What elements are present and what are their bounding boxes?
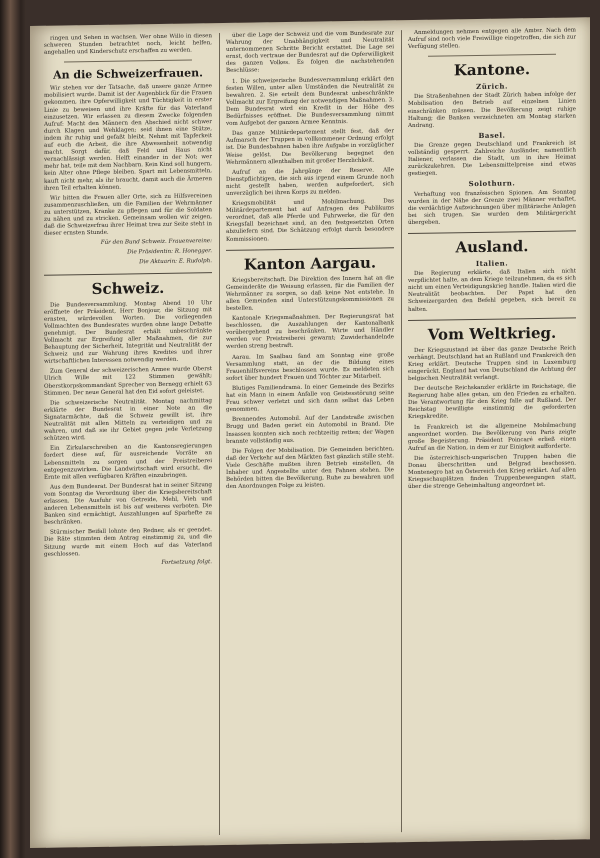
article-text: über die Lage der Schweiz und die vom Bundesrate zur Wahrung der Unabhängigkeit und Neutralität unternommenen Schritte Bericht erstattet. Die Lage sei ernst, doch vertraue der Bundesrat auf die Opferwilligkeit des ganzen Volkes. Es folgen die nachstehenden Beschlüsse: bbox=[226, 30, 394, 75]
article-text: Aarau. Im Saalbau fand am Sonntag eine große Versammlung statt, an der die Bildung eines Frauenhilfsvereins beschlossen wurde. Es meldeten sich sofort über hundert Frauen und Töchter zur Mitarbeit. bbox=[226, 351, 394, 382]
article-text: Die Regierung erklärte, daß Italien sich nicht verpflichtet halte, an dem Kriege teilzunehmen, da es sich nicht um einen Verteidigungskrieg handle. Italien wird die Neutralität beobachten. Der Papst hat den Schweizergarden den Befehl gegeben, sich bereit zu halten. bbox=[408, 268, 576, 313]
subheading: Italien. bbox=[475, 258, 509, 268]
article-text: Kriegsmobilität und Mobilmachung. Das Militärdepartement hat auf Anfragen des Publikums verordnet, daß alle Pferde und Fuhrwerke, die für den Kriegsfall bezeichnet sind, an den festgesetzten Orten abzuliefern sind. Die Schätzung erfolgt durch besondere Kommissionen. bbox=[226, 198, 394, 243]
article-text: Die Grenze gegen Deutschland und Frankreich ist vollständig gesperrt. Zahlreiche Ausländer, namentlich Italiener, verlassen die Stadt, um in ihre Heimat zurückzukehren. Die Lebensmittelpreise sind etwas gestiegen. bbox=[408, 140, 576, 178]
book-spine bbox=[0, 0, 26, 858]
subheading: Basel. bbox=[478, 130, 506, 140]
heading-ausland: Ausland. bbox=[455, 237, 529, 257]
heading-schweiz: Schweiz. bbox=[91, 278, 165, 298]
article-text: Zum General der schweizerischen Armee wurde Oberst Ulrich Wille mit 122 Stimmen gewählt; Oberstkorpskommandant Sprecher von Bernegg erhielt 63 Stimmen. Der neue General hat den Eid sofort geleistet. bbox=[44, 366, 212, 397]
article-text: Der Kriegszustand ist über das ganze Deutsche Reich verhängt. Deutschland hat an Rußland und Frankreich den Krieg erklärt. Deutsche Truppen sind in Luxemburg eingerückt. England hat von Deutschland die Achtung der belgischen Neutralität verlangt. bbox=[408, 345, 576, 383]
subheading: Solothurn. bbox=[468, 178, 516, 189]
article-text: 1. Die schweizerische Bundesversammlung erklärt den festen Willen, unter allen Umständen die Neutralität zu bewahren. 2. Sie erteilt dem Bundesrat unbeschränkte Vollmacht zur Ergreifung der notwendigen Maßnahmen. 3. Dem Bundesrat wird ein Kredit in der Höhe des Bedürfnisses eröffnet. Die Bundesversammlung nimmt vom Aufgebot der ganzen Armee Kenntnis. bbox=[226, 75, 394, 128]
article-text: Das ganze Militärdepartement stellt fest, daß der Aufmarsch der Truppen in vollkommener Ordnung erfolgt ist. Die Bundesbahnen haben ihre Aufgabe in vorzüglicher Weise gelöst. Die Bevölkerung begegnet den Wehrmännern allenthalben mit großer Herzlichkeit. bbox=[226, 128, 394, 166]
article-text: Kantonale Kriegsmaßnahmen. Der Regierungsrat hat beschlossen, die Auszahlungen der Kantonalbank vorübergehend zu beschränken. Wirte und Händler werden vor Preistreiberei gewarnt; Zuwiderhandelnde werden streng bestraft. bbox=[226, 313, 394, 351]
article-text: Die österreichisch-ungarischen Truppen haben die Donau überschritten und Belgrad beschossen. Montenegro hat an Österreich den Krieg erklärt. Auf allen Kriegsschauplätzen finden Truppenbewegungen statt, über die strenge Geheimhaltung angeordnet ist. bbox=[408, 453, 576, 491]
newspaper-page bbox=[30, 17, 590, 848]
column-right bbox=[408, 27, 576, 832]
article-text: Die schweizerische Neutralität. Montag nachmittag erklärte der Bundesrat in einer Note an die Signatarmächte, daß die Schweiz gewillt ist, ihre Neutralität mit allen Mitteln zu verteidigen und zu wahren, und daß sie ihr Gebiet gegen jede Verletzung schützen wird. bbox=[44, 397, 212, 442]
signature-line: Die Aktuarin: E. Rudolph. bbox=[139, 258, 212, 266]
article-text: Die Folgen der Mobilisation. Die Gemeinden berichten, daß der Verkehr auf den Märkten fast gänzlich stille steht. Viele Geschäfte mußten ihren Betrieb einstellen, da Inhaber und Angestellte unter den Fahnen stehen. Die Behörden bitten die Bevölkerung, Ruhe zu bewahren und den Anordnungen Folge zu leisten. bbox=[226, 445, 394, 491]
article-text: Die Straßenbahnen der Stadt Zürich haben infolge der Mobilisation den Betrieb auf einzelnen Linien einschränken müssen. Die Bevölkerung zeigt ruhige Haltung; die Banken verzeichneten am Montag starken Andrang. bbox=[408, 91, 576, 129]
separator bbox=[408, 317, 576, 321]
separator bbox=[64, 60, 192, 63]
column-middle bbox=[226, 30, 394, 835]
continuation-note: Fortsetzung folgt. bbox=[161, 558, 212, 566]
article-text: ringen und Sehen in wachsen. Wer ohne Willo in diesen schweren Stunden betrachtet noch, leicht helfen, angehallen und Kinderschutz erschaffen zu werden. bbox=[44, 33, 212, 56]
signature-line: Die Präsidentin: R. Honegger. bbox=[127, 248, 212, 256]
column-rule bbox=[219, 33, 220, 835]
article-text: Aufruf an die Jahrgänge der Reserve. Alle Dienstpflichtigen, die sich aus irgend einem Grunde noch nicht gestellt haben, werden aufgefordert, sich unverzüglich bei ihren Korps zu melden. bbox=[226, 166, 394, 197]
article-text: Verhaftung von französischen Spionen. Am Sonntag wurden in der Nähe der Grenze zwei Männer verhaftet, die verdächtige Aufzeichnungen über militärische Anlagen bei sich trugen. Sie wurden dem Militärgericht übergeben. bbox=[408, 188, 576, 226]
article-text: Blutiges Familiendrama. In einer Gemeinde des Bezirks hat ein Mann in einem Anfalle von Geistesstörung seine Frau schwer verletzt und sich dann selbst das Leben genommen. bbox=[226, 383, 394, 414]
article-text: Anmeldungen nehmen entgegen alle Ämter. Nach dem Aufruf sind noch viele Freiwillige eingetroffen, die sich zur Verfügung stellen. bbox=[408, 27, 576, 51]
column-left bbox=[44, 33, 212, 838]
heading-kantone: Kantone. bbox=[453, 60, 531, 80]
column-rule bbox=[401, 30, 402, 832]
article-text: Stürmischer Beifall lohnte den Redner, als er geendet. Die Räte stimmten dem Antrag einstimmig zu, und die Sitzung wurde mit einem Hoch auf das Vaterland geschlossen. bbox=[44, 527, 212, 558]
separator bbox=[44, 272, 212, 276]
subheading: Zürich. bbox=[476, 81, 508, 92]
separator bbox=[428, 54, 556, 57]
article-text: Wir bitten die Frauen aller Orte, sich zu Hilfsvereinen zusammenzuschließen, um die Familien der Wehrmänner zu unterstützen, Kranke zu pflegen und für die Soldaten zu nähen und zu stricken. Gemeinsam wollen wir zeigen, daß die Schweizerfrau ihrer Heimat treu zur Seite steht in dieser ernsten Stunde. bbox=[44, 192, 212, 237]
heading-vom-weltkrieg: Vom Weltkrieg. bbox=[427, 323, 557, 344]
separator bbox=[408, 230, 576, 234]
article-text: Der deutsche Reichskanzler erklärte im Reichstage, die Regierung habe alles getan, um den Frieden zu erhalten. Die Verantwortung für den Krieg falle auf Rußland. Der Reichstag bewilligte einstimmig die geforderten Kriegskredite. bbox=[408, 383, 576, 421]
article-text: Ein Zirkularschreiben an die Kantonsregierungen fordert diese auf, für ausreichende Vorräte an Lebensmitteln zu sorgen und der Preistreiberei entgegenzuwirken. Die Landwirtschaft wird ersucht, die Ernte mit allen verfügbaren Kräften einzubringen. bbox=[44, 443, 212, 481]
article-text: Kriegsbereitschaft. Die Direktion des Innern hat an die Gemeinderäte die Weisung erlassen, für die Familien der Wehrmänner zu sorgen, so daß keine Not entstehe. In allen Gemeinden sind Unterstützungskommissionen zu bestellen. bbox=[226, 274, 394, 312]
article-text: Aus dem Bundesrat. Der Bundesrat hat in seiner Sitzung vom Sonntag die Verordnung über die Kriegsbereitschaft erlassen. Die Ausfuhr von Getreide, Mehl, Vieh und anderen Lebensmitteln ist bis auf weiteres verboten. Die Banken sind ermächtigt, Auszahlungen auf Sparhefte zu beschränken. bbox=[44, 481, 212, 527]
heading-kanton-aargau: Kanton Aargau. bbox=[243, 253, 377, 274]
article-text: Die Bundesversammlung. Montag Abend 10 Uhr eröffnete der Präsident, Herr Bonjour, die Sitzung mit ernsten, würdevollen Worten. Die vorliegenden Vollmachten des Bundesrates wurden ohne lange Debatte genehmigt. Der Bundesrat erhält unbeschränkte Vollmacht zur Ergreifung aller Maßnahmen, die zur Behauptung der Sicherheit, Integrität und Neutralität der Schweiz und zur Wahrung ihres Kredites und ihrer wirtschaftlichen Interessen notwendig werden. bbox=[44, 299, 212, 366]
article-text: Brennendes Automobil. Auf der Landstraße zwischen Brugg und Baden geriet ein Automobil in Brand. Die Insassen konnten sich noch rechtzeitig retten; der Wagen brannte vollständig aus. bbox=[226, 414, 394, 445]
separator bbox=[226, 247, 394, 251]
article-text: In Frankreich ist die allgemeine Mobilmachung angeordnet worden. Die Bevölkerung von Paris zeigte große Begeisterung. Präsident Poincaré erließ einen Aufruf an die Nation, in dem er zur Einigkeit aufforderte. bbox=[408, 421, 576, 452]
signature-line: Für den Bund Schweiz. Frauenvereine: bbox=[100, 238, 212, 247]
heading-schweizerfrauen: An die Schweizerfrauen. bbox=[53, 66, 203, 82]
article-text: Wir stehen vor der Tatsache, daß unsere ganze Armee mobilisiert wurde. Damit ist der Augenblick für die Frauen gekommen, ihre Opferwilligkeit und Tüchtigkeit in erster Linie zu beweisen und ihre Kräfte für das Vaterland einzusetzen. Wir erlassen zu diesem Zwecke folgenden Aufruf: Macht den Männern den Abschied nicht schwer durch Klagen und Wehklagen; seid ihnen eine Stütze, indem ihr ruhig und gefaßt bleibt. Nehmt mit Tapferkeit auf euch die Arbeit, die ihre Abwesenheit notwendig macht. Sorgt dafür, daß Feld und Haus nicht vernachlässigt werden. Helft einander in der Not; wer mehr hat, teile mit dem Nachbarn. Kein Kind soll hungern, kein Alter ohne Pflege bleiben. Spart mit Lebensmitteln, kauft nicht mehr, als ihr braucht, damit auch die Ärmeren ihren Teil erhalten können. bbox=[44, 83, 212, 192]
